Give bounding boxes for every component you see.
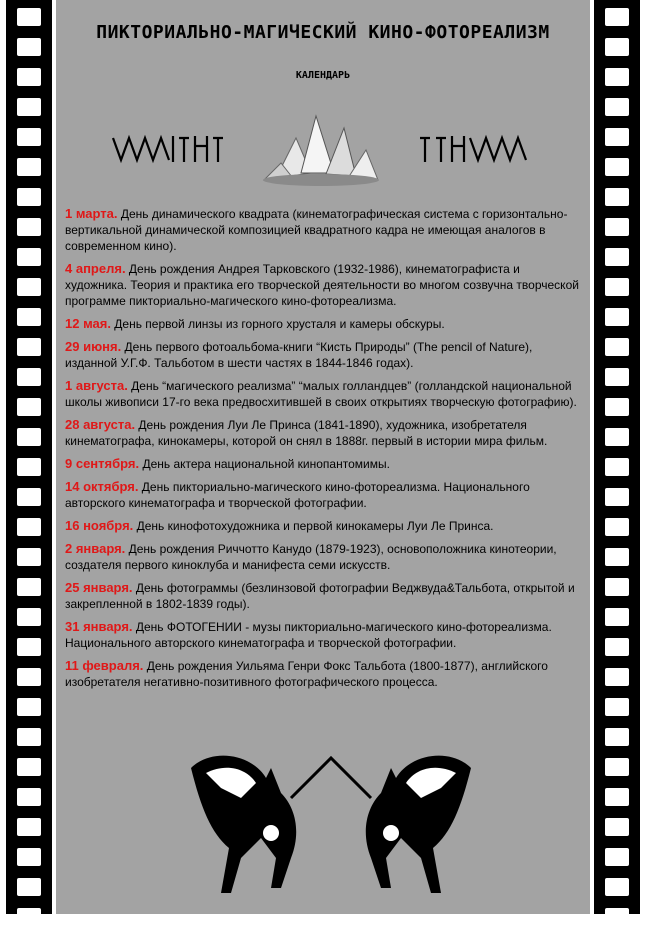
film-perforation	[17, 548, 41, 566]
entry-text: День динамического квадрата (кинематографическая система с горизонтально-вертикальной динамической композицией квадратного кадра не имеющая аналогов в современном кино).	[65, 207, 568, 253]
film-perforation	[605, 188, 629, 206]
film-perforation	[605, 398, 629, 416]
film-perforation	[17, 38, 41, 56]
calendar-entry	[65, 541, 585, 573]
film-perforation	[605, 908, 629, 926]
film-perforation	[17, 278, 41, 296]
film-perforation	[17, 848, 41, 866]
calendar-entry	[65, 456, 585, 472]
entry-date: 14 октября.	[65, 479, 139, 494]
calendar-entry	[65, 339, 585, 371]
film-perforation	[17, 698, 41, 716]
crystal-cluster-icon	[256, 108, 386, 188]
entry-text: День фотограммы (безлинзовой фотографии Веджвуда&Тальбота, открытой и закрепленной в 1802-1839 годы).	[65, 581, 575, 611]
calendar-list	[65, 206, 585, 697]
entry-date: 16 ноября.	[65, 518, 134, 533]
calendar-entry	[65, 518, 585, 534]
entry-text: День “магического реализма” “малых голландцев” (голландской национальной школы живописи 17-го века предвосхитившей в своих открытиях творческую фотографию).	[65, 379, 577, 409]
calendar-entry	[65, 658, 585, 690]
film-perforation	[17, 488, 41, 506]
film-perforation	[17, 578, 41, 596]
entry-date: 12 мая.	[65, 316, 111, 331]
film-perforation	[17, 98, 41, 116]
entry-text: День пикториально-магического кино-фотореализма. Национального авторского кинематографа и творческой фотографии.	[65, 480, 530, 510]
film-perforation	[17, 158, 41, 176]
film-perforation	[605, 128, 629, 146]
film-perforation	[605, 848, 629, 866]
film-perforation	[605, 278, 629, 296]
film-perforation	[605, 308, 629, 326]
entry-date: 31 января.	[65, 619, 133, 634]
film-perforation	[605, 98, 629, 116]
film-perforation	[17, 308, 41, 326]
left-ornament-icon	[111, 128, 226, 168]
film-perforation	[605, 8, 629, 26]
film-perforation	[17, 428, 41, 446]
film-perforation	[605, 548, 629, 566]
film-perforation	[605, 518, 629, 536]
entry-text: День первого фотоальбома-книги “Кисть Природы” (The pencil of Nature), изданной У.Г.Ф. Тальботом в шести частях в 1844-1846 годах).	[65, 340, 533, 370]
film-perforation	[605, 608, 629, 626]
film-perforation	[605, 728, 629, 746]
entry-text: День первой линзы из горного хрусталя и камеры обскуры.	[110, 317, 445, 331]
film-perforation	[17, 758, 41, 776]
film-perforation	[17, 458, 41, 476]
film-perforation	[605, 488, 629, 506]
film-perforation	[605, 68, 629, 86]
right-ornament-icon	[418, 128, 533, 168]
film-perforation	[17, 398, 41, 416]
entry-text: День ФОТОГЕНИИ - музы пикториально-магического кино-фотореализма. Национального авторского кинематографа и творческой фотографии.	[65, 620, 552, 650]
film-perforation	[17, 638, 41, 656]
film-perforation	[605, 668, 629, 686]
entry-text: День кинофотохудожника и первой кинокамеры Луи Ле Принса.	[133, 519, 494, 533]
two-horses-illustration-icon	[171, 738, 491, 898]
film-perforation	[17, 8, 41, 26]
entry-date: 2 января.	[65, 541, 126, 556]
calendar-entry	[65, 378, 585, 410]
calendar-entry	[65, 261, 585, 309]
film-perforation	[17, 908, 41, 926]
film-perforation	[17, 68, 41, 86]
film-perforation	[605, 428, 629, 446]
film-perforation	[605, 638, 629, 656]
left-filmstrip	[6, 0, 52, 914]
calendar-entry	[65, 417, 585, 449]
film-perforation	[605, 368, 629, 386]
film-perforation	[605, 338, 629, 356]
film-perforation	[17, 368, 41, 386]
entry-date: 11 февраля.	[65, 658, 144, 673]
calendar-entry	[65, 580, 585, 612]
entry-date: 1 августа.	[65, 378, 128, 393]
entry-text: День рождения Риччотто Канудо (1879-1923), основоположника кинотеории, создателя первого киноклуба и манифеста семи искусств.	[65, 542, 557, 572]
film-perforation	[17, 668, 41, 686]
calendar-entry	[65, 479, 585, 511]
right-filmstrip	[594, 0, 640, 914]
calendar-entry	[65, 619, 585, 651]
film-perforation	[605, 698, 629, 716]
film-perforation	[17, 878, 41, 896]
calendar-entry	[65, 316, 585, 332]
film-perforation	[605, 38, 629, 56]
page-title: ПИКТОРИАЛЬНО-МАГИЧЕСКИЙ КИНО-ФОТОРЕАЛИЗМ	[96, 22, 550, 43]
film-perforation	[17, 518, 41, 536]
film-perforation	[17, 818, 41, 836]
film-perforation	[605, 218, 629, 236]
entry-date: 1 марта.	[65, 206, 118, 221]
entry-date: 25 января.	[65, 580, 133, 595]
film-perforation	[17, 248, 41, 266]
entry-text: День рождения Андрея Тарковского (1932-1986), кинематографиста и художника. Теория и практика его творческой деятельности во многом созвучна творческой программе пикториально-магического кино-фотореализма.	[65, 262, 579, 308]
entry-text: День актера национальной кинопантомимы.	[139, 457, 390, 471]
calendar-panel	[56, 0, 590, 914]
film-perforation	[605, 788, 629, 806]
entry-date: 9 сентября.	[65, 456, 140, 471]
entry-date: 28 августа.	[65, 417, 136, 432]
entry-text: День рождения Уильяма Генри Фокс Тальбота (1800-1877), английского изобретателя негативно-позитивного фотографического процесса.	[65, 659, 548, 689]
entry-date: 4 апреля.	[65, 261, 126, 276]
film-perforation	[17, 188, 41, 206]
film-perforation	[605, 158, 629, 176]
page-subtitle: КАЛЕНДАРЬ	[295, 70, 351, 81]
entry-text: День рождения Луи Ле Принса (1841-1890), художника, изобретателя кинематографа, кинокамеры, которой он снял в 1888г. первый в истории мира фильм.	[65, 418, 548, 448]
film-perforation	[605, 458, 629, 476]
film-perforation	[17, 218, 41, 236]
calendar-entry	[65, 206, 585, 254]
film-perforation	[605, 878, 629, 896]
film-perforation	[17, 788, 41, 806]
film-perforation	[17, 338, 41, 356]
film-perforation	[605, 758, 629, 776]
film-perforation	[17, 608, 41, 626]
film-perforation	[17, 728, 41, 746]
film-perforation	[605, 818, 629, 836]
film-perforation	[17, 128, 41, 146]
film-perforation	[605, 578, 629, 596]
film-perforation	[605, 248, 629, 266]
entry-date: 29 июня.	[65, 339, 122, 354]
